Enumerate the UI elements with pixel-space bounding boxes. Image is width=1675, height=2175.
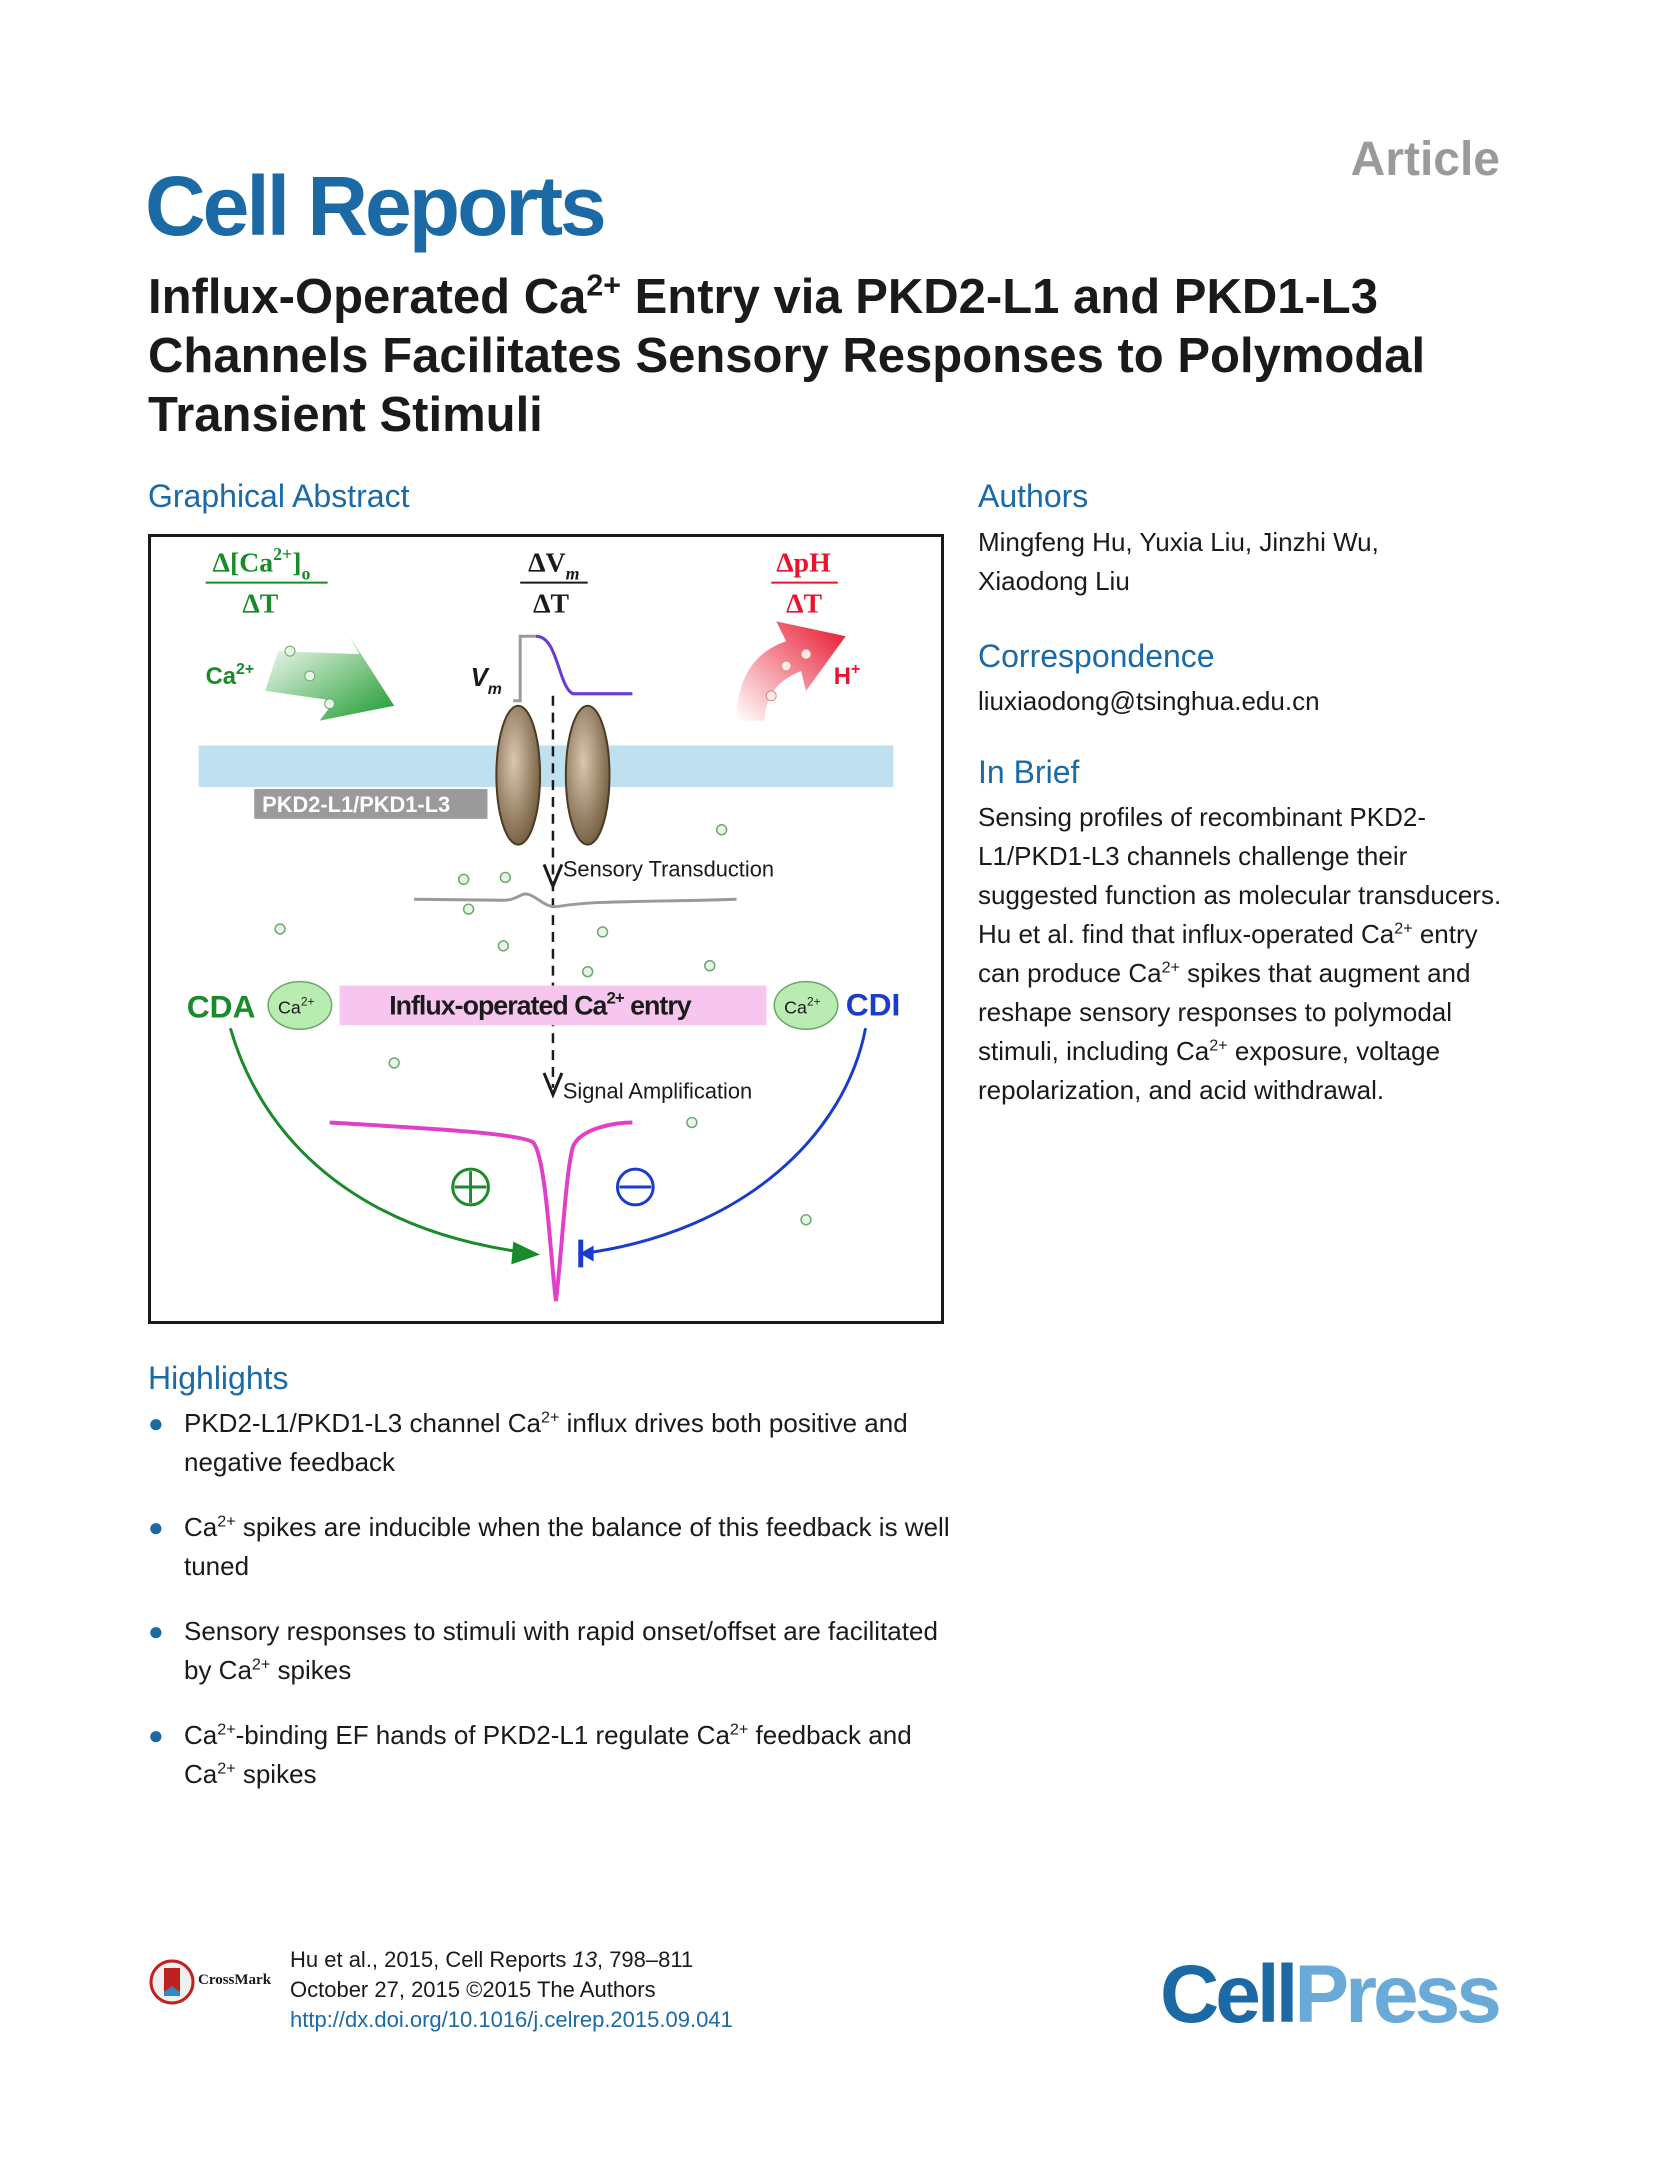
cda-feedback-arrow xyxy=(230,1028,533,1253)
voltage-trace xyxy=(513,636,632,701)
voltage-change-label xyxy=(520,548,587,620)
crossmark-icon xyxy=(148,1958,196,2006)
calcium-spike-trace xyxy=(330,1123,633,1302)
graphical-abstract-figure xyxy=(148,534,944,1324)
journal-logo: Cell Reports xyxy=(145,159,604,253)
authors-heading: Authors xyxy=(978,478,1089,514)
cdi-feedback-arrow xyxy=(583,1028,866,1253)
signal-amplification-label: Signal Amplification xyxy=(562,1078,753,1104)
influx-label: Influx-operated $Ca^{2+}$ entry xyxy=(389,988,691,1021)
calcium-bubble-right-label: $Ca^{2+}$ xyxy=(784,994,821,1018)
graphical-abstract-heading: Graphical Abstract xyxy=(148,478,410,514)
calcium-change-label xyxy=(206,544,328,620)
authors-list: Mingfeng Hu, Yuxia Liu, Jinzhi Wu, Xiaodong Liu xyxy=(978,527,1379,596)
citation-block xyxy=(290,1945,733,2035)
cell-membrane xyxy=(199,745,894,787)
cda-arrowhead xyxy=(511,1242,540,1265)
proton-arrow xyxy=(737,621,846,720)
bullet-icon: ● xyxy=(148,1616,164,1646)
channel-label: PKD2-L1/PKD1-L3 xyxy=(262,791,451,817)
sensory-current-trace xyxy=(414,894,737,907)
correspondence-email[interactable]: liuxiaodong@tsinghua.edu.cn xyxy=(978,686,1320,716)
proton-dot xyxy=(766,691,776,701)
ph-change-label xyxy=(771,548,837,620)
svg-text:ΔT: ΔT xyxy=(786,588,823,620)
voltage-trace-colored xyxy=(536,636,632,694)
citation-line: Hu et al., 2015, Cell Reports 13, 798–811 xyxy=(290,1947,694,1972)
in-brief-heading: In Brief xyxy=(978,754,1080,790)
calcium-dot xyxy=(325,699,335,709)
svg-text:ΔT: ΔT xyxy=(242,588,279,620)
in-brief-text: Sensing profiles of recombinant PKD2-L1/PKD1-L3 channels challenge their suggested function as molecular transducers. Hu et al. find that influx-operated $Ca^{2+}$ entry can produce $Ca^{2+}$ spikes that augment and reshape sensory responses to polymodal stimuli, including $Ca^{2+}$ exposure, voltage repolarization, and acid withdrawal. xyxy=(978,802,1502,1105)
proton-dot xyxy=(801,649,811,659)
article-type-label: Article xyxy=(1350,133,1500,186)
bullet-icon: ● xyxy=(148,1720,164,1750)
cda-label: CDA xyxy=(186,988,256,1025)
svg-text:ΔpH: ΔpH xyxy=(776,547,831,579)
bullet-icon: ● xyxy=(148,1408,164,1438)
proton-dot xyxy=(781,661,791,671)
publisher-logo: CellPress xyxy=(1160,1949,1498,2040)
calcium-bubble-left-label: $Ca^{2+}$ xyxy=(278,994,315,1018)
channel-subunit-right xyxy=(566,706,610,845)
bullet-icon: ● xyxy=(148,1512,164,1542)
svg-text:ΔT: ΔT xyxy=(533,588,570,620)
svg-text:ΔVm: $\Delta V_m$ xyxy=(528,547,580,584)
highlights-heading: Highlights xyxy=(148,1360,289,1396)
cdi-label: CDI xyxy=(845,986,901,1023)
correspondence-heading: Correspondence xyxy=(978,638,1215,674)
calcium-dot xyxy=(285,646,295,656)
crossmark-label: CrossMark xyxy=(198,1972,272,1988)
doi-link[interactable]: http://dx.doi.org/10.1016/j.celrep.2015.09.041 xyxy=(290,2007,733,2032)
membrane-voltage-label: $V_m$ xyxy=(470,663,502,698)
crossmark-badge[interactable] xyxy=(148,1958,272,2011)
channel-subunit-left xyxy=(496,706,540,845)
calcium-dot xyxy=(305,671,315,681)
svg-text:Δ[Ca2+]o: $\Delta[Ca^{2+}]_o$ xyxy=(212,543,311,584)
citation-date: October 27, 2015 ©2015 The Authors xyxy=(290,1977,656,2002)
sensory-transduction-label: Sensory Transduction xyxy=(562,856,774,882)
proton-ion-label: H+ xyxy=(833,660,861,690)
article-title: Influx-Operated $Ca^{2+}$ Entry via PKD2-L1 and PKD1-L3 Channels Facilitates Sensory Responses to Polymodal Transient Stimuli xyxy=(148,268,1426,442)
calcium-ion-label: $Ca^{2+}$ xyxy=(205,660,255,690)
